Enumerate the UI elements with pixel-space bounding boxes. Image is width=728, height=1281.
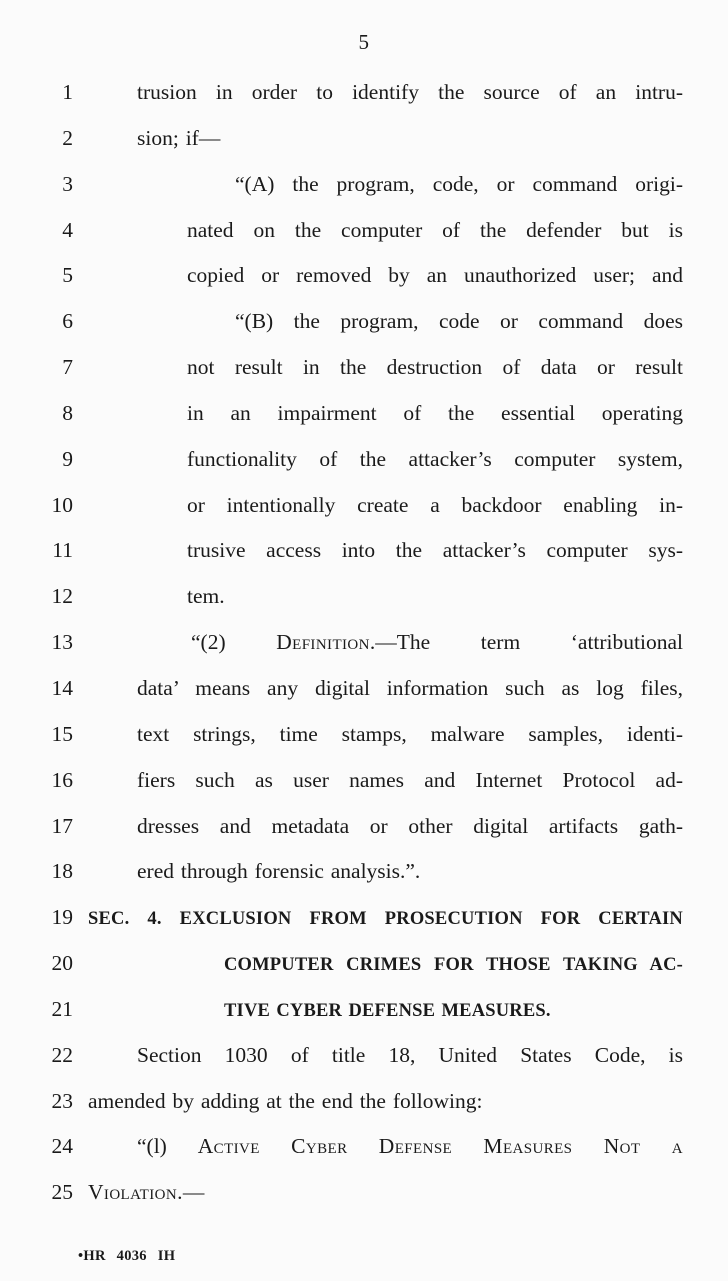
line-number: 10 [51, 492, 73, 517]
body-text: trusion in order to identify the source of an intru- [137, 80, 683, 104]
line-text [88, 253, 683, 299]
line-number: 7 [62, 355, 73, 380]
body-text: “(B) the program, code or command does [235, 309, 683, 334]
body-text: fiers such as user names and Internet Protocol ad- [137, 767, 683, 792]
line-text [88, 1033, 683, 1079]
line-text [88, 666, 683, 712]
bill-line [0, 804, 728, 850]
line-text [88, 70, 683, 116]
line-text [88, 1079, 683, 1125]
line-number: 24 [51, 1134, 73, 1159]
body-text: or intentionally create a backdoor enabling in- [187, 492, 683, 517]
line-number: 16 [51, 767, 73, 792]
line-number: 21 [51, 996, 73, 1021]
line-number: 9 [62, 446, 73, 471]
bill-line [0, 116, 728, 162]
line-number: 8 [62, 400, 73, 425]
line-text [88, 804, 683, 850]
bill-line [0, 574, 728, 620]
line-text [88, 849, 683, 895]
bill-line [0, 1079, 728, 1125]
line-number: 18 [51, 859, 73, 884]
bill-line [0, 162, 728, 208]
line-number: 2 [62, 125, 73, 150]
body-text: data’ means any digital information such as log files, [137, 675, 683, 700]
line-text [88, 987, 683, 1035]
bill-line [0, 70, 728, 116]
bill-body [0, 70, 728, 1216]
bill-line [0, 253, 728, 299]
line-text [88, 162, 683, 208]
body-text: dresses and metadata or other digital artifacts gath- [137, 813, 683, 838]
bill-line [0, 1124, 728, 1170]
line-text [88, 483, 683, 529]
line-text [88, 345, 683, 391]
body-text: text strings, time stamps, malware samples, identi- [137, 721, 683, 746]
line-number: 4 [62, 217, 73, 242]
line-number: 6 [62, 309, 73, 334]
body-text: “(l) [137, 1134, 198, 1159]
line-text [88, 712, 683, 758]
line-number: 17 [51, 813, 73, 838]
bill-line [0, 1170, 728, 1216]
body-text: sion; if— [137, 125, 221, 150]
line-number: 13 [51, 630, 73, 655]
section-heading-text: TIVE CYBER DEFENSE MEASURES. [224, 1000, 551, 1021]
bill-line [0, 437, 728, 483]
bill-line [0, 299, 728, 345]
bill-line [0, 895, 728, 941]
small-caps-term: Active Cyber Defense Measures Not a [197, 1134, 683, 1159]
bill-line [0, 758, 728, 804]
bill-line [0, 483, 728, 529]
body-text: not result in the destruction of data or result [187, 355, 683, 380]
bill-line [0, 528, 728, 574]
body-text: amended by adding at the end the following: [88, 1088, 483, 1113]
small-caps-term: Violation.— [88, 1180, 205, 1205]
line-text [88, 116, 683, 162]
section-heading-text: COMPUTER CRIMES FOR THOSE TAKING AC- [224, 955, 683, 976]
bill-line [0, 987, 728, 1033]
body-text: ered through forensic analysis.”. [137, 859, 421, 884]
bill-line [0, 712, 728, 758]
body-text: copied or removed by an unauthorized user; and [187, 263, 683, 288]
bill-line [0, 941, 728, 987]
line-text [88, 895, 683, 943]
bill-footer: •HR 4036 IH [78, 1248, 176, 1264]
line-text [88, 208, 683, 254]
line-number: 1 [62, 80, 73, 104]
page-number: 5 [358, 30, 370, 54]
line-text [88, 1124, 683, 1170]
line-text [88, 758, 683, 804]
line-number: 3 [62, 171, 73, 196]
body-text: .—The term ‘attributional [369, 630, 683, 655]
line-text [88, 391, 683, 437]
line-text [88, 437, 683, 483]
bill-line [0, 666, 728, 712]
line-text [88, 1170, 683, 1216]
line-number: 23 [51, 1088, 73, 1113]
line-number: 20 [51, 951, 73, 976]
section-heading-text: SEC. 4. EXCLUSION FROM PROSECUTION FOR CERTAIN [88, 909, 683, 930]
line-number: 19 [51, 905, 73, 930]
bill-line [0, 620, 728, 666]
bill-line [0, 208, 728, 254]
body-text: in an impairment of the essential operating [187, 400, 683, 425]
line-text [88, 574, 683, 620]
bill-line [0, 849, 728, 895]
line-text [88, 941, 683, 989]
line-number: 14 [51, 675, 73, 700]
line-text [88, 620, 683, 666]
body-text: trusive access into the attacker’s computer sys- [187, 538, 683, 563]
body-text: functionality of the attacker’s computer system, [187, 446, 683, 471]
line-number: 22 [51, 1042, 73, 1067]
line-text [88, 528, 683, 574]
line-number: 12 [51, 584, 73, 609]
bill-line [0, 345, 728, 391]
small-caps-term: Definition [276, 630, 370, 655]
line-number: 15 [51, 721, 73, 746]
line-number: 11 [52, 538, 73, 563]
body-text: nated on the computer of the defender but is [187, 217, 683, 242]
bill-line [0, 391, 728, 437]
bill-line [0, 1033, 728, 1079]
line-text [88, 299, 683, 345]
body-text: tem. [187, 584, 225, 609]
line-number: 25 [51, 1180, 73, 1205]
line-number: 5 [62, 263, 73, 288]
body-text: Section 1030 of title 18, United States Code, is [137, 1042, 683, 1067]
body-text: “(2) [191, 630, 277, 655]
body-text: “(A) the program, code, or command origi- [235, 171, 683, 196]
